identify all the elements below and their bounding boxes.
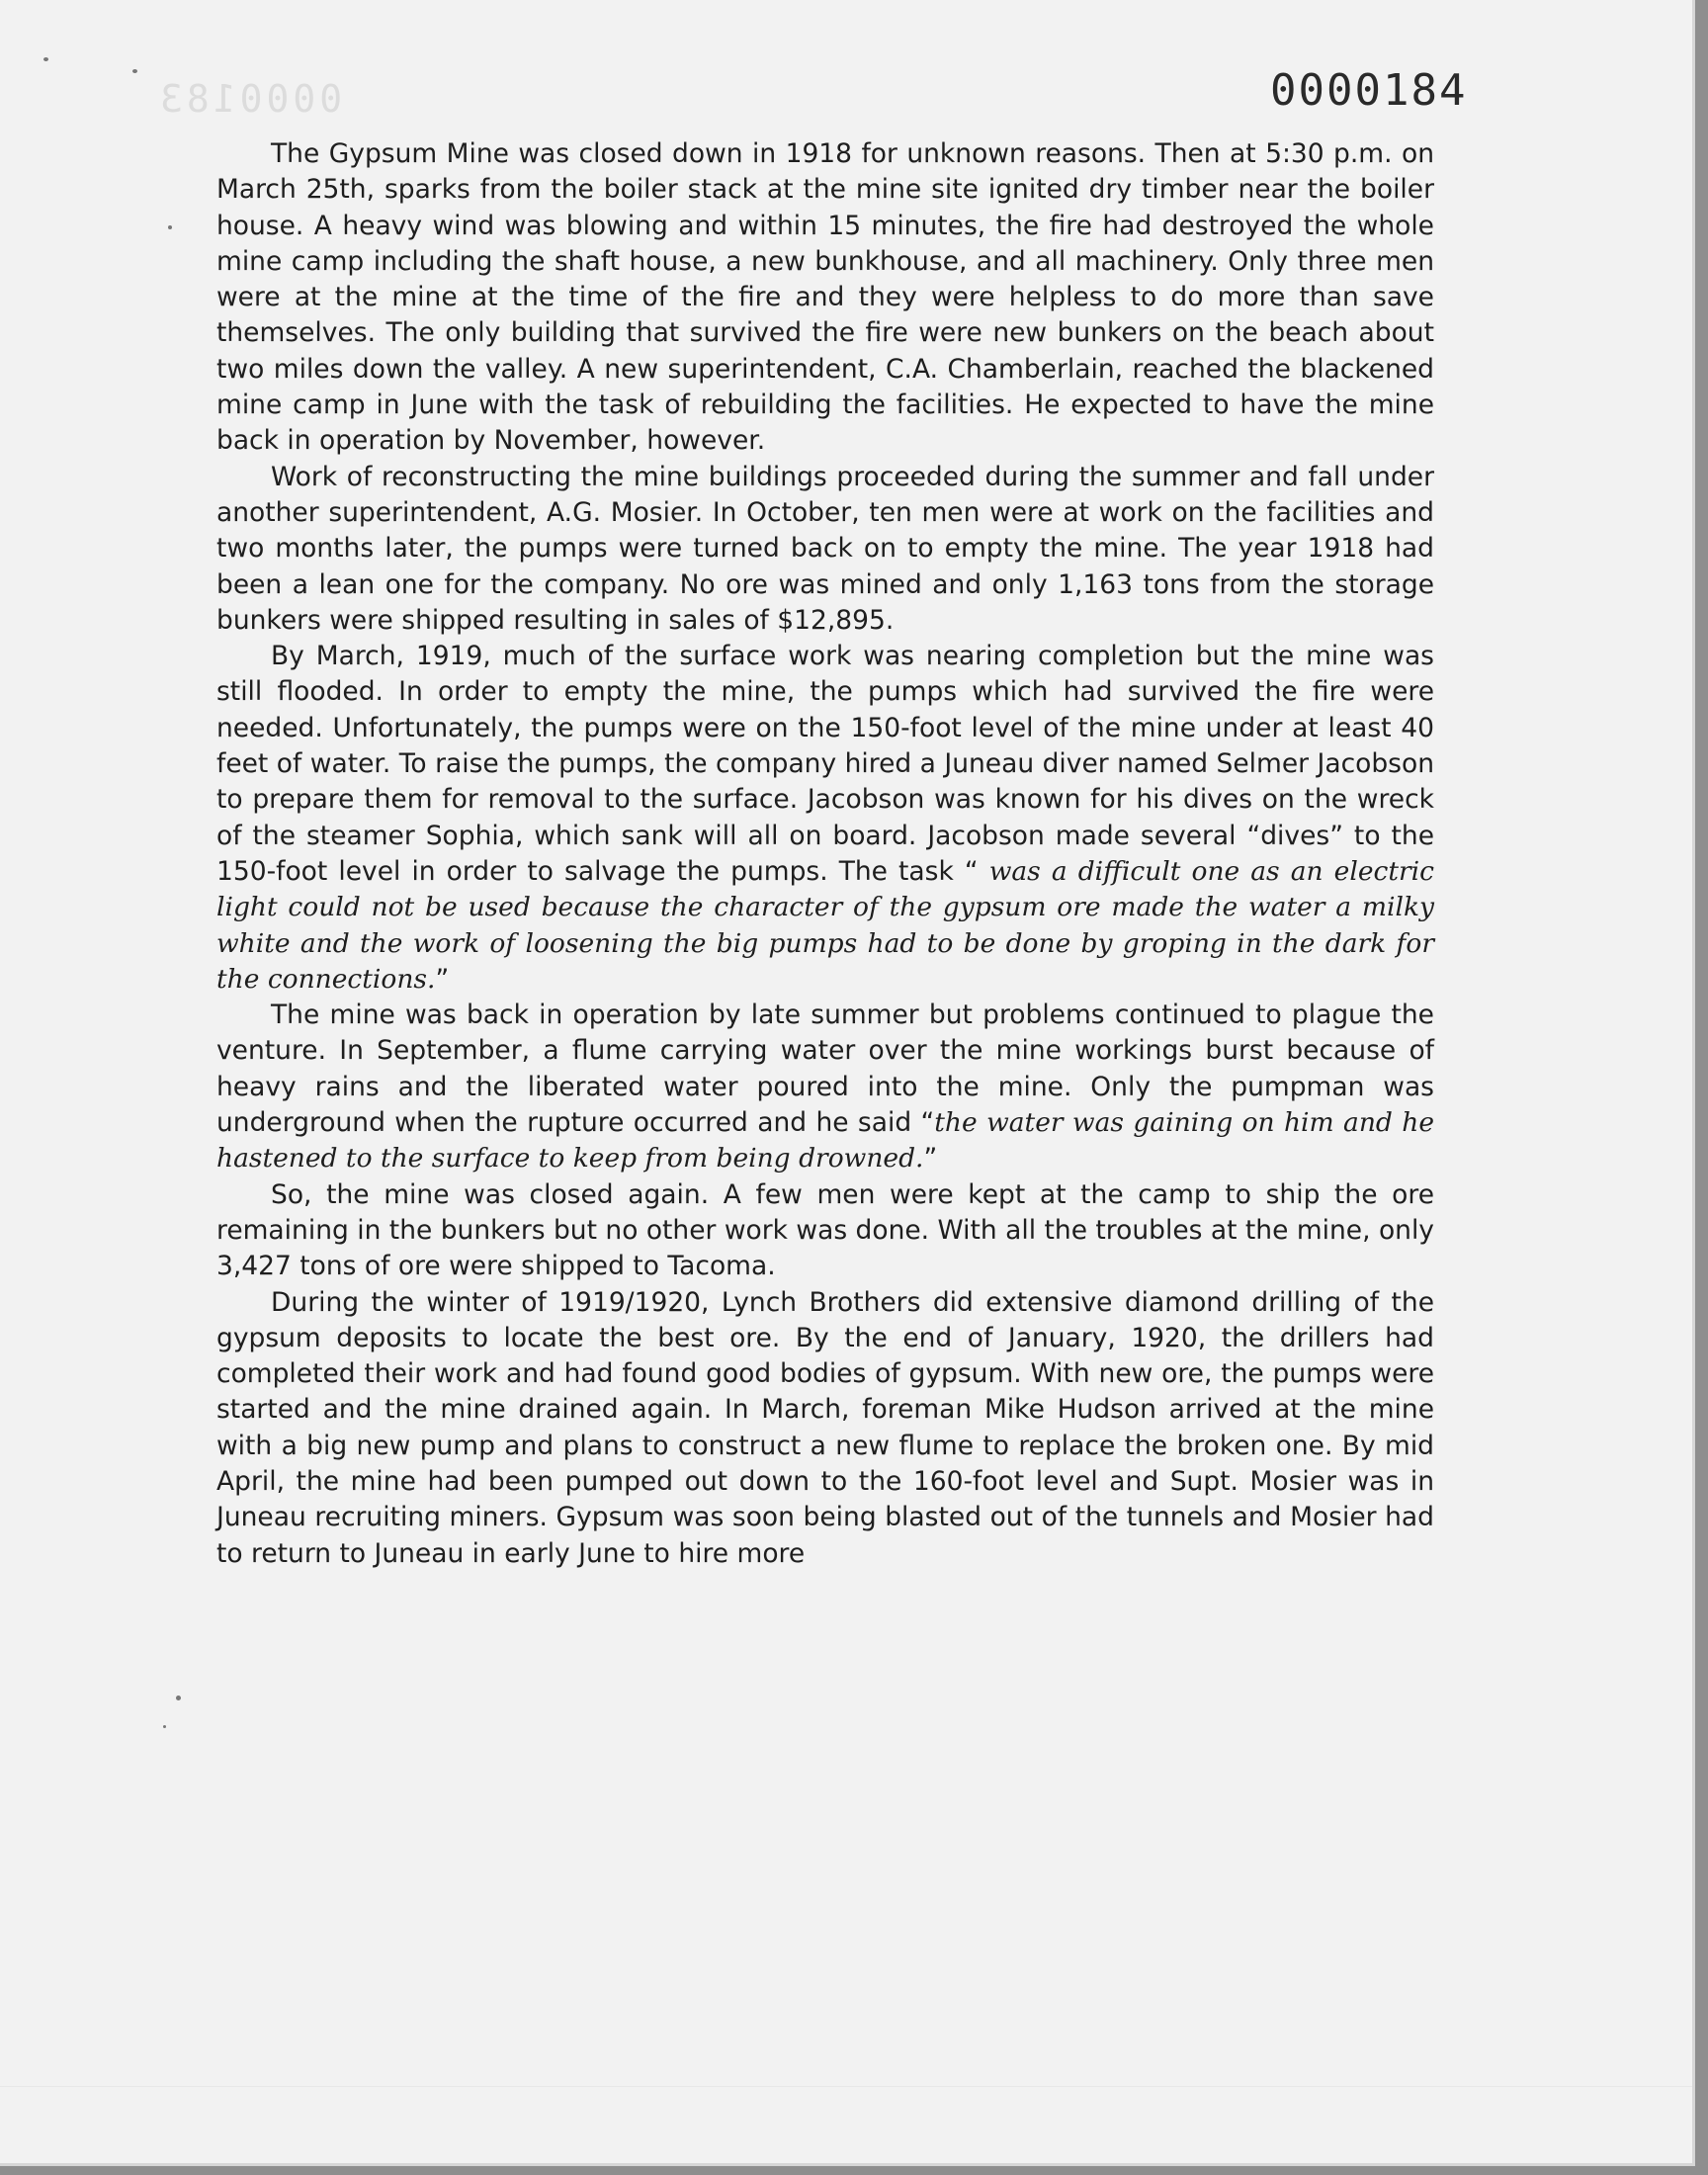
paragraph-text: The Gypsum Mine was closed down in 1918 for unknown reasons. Then at 5:30 p.m. on March 25th, sparks from the boiler stack at the mine site ignited dry timber near the boiler house. A heavy wind was blowing and within 15 minutes, the fire had destroyed the whole mine camp including the shaft house, a new bunkhouse, and all machinery. Only three men were at the mine at the time of the fire and they were helpless to do more than save themselves. The only building that survived the fire were new bunkers on the beach about two miles down the valley. A new superintendent, C.A. Chamberlain, reached the blackened mine camp in June with the task of rebuilding the facilities. He expected to have the mine back in operation by November, however. <box>216 138 1434 457</box>
paragraph-text: So, the mine was closed again. A few men were kept at the camp to ship the ore remaining in the bunkers but no other work was done. With all the troubles at the mine, only 3,427 tons of ore were shipped to Tacoma. <box>216 1178 1434 1282</box>
paragraph-text: ” <box>923 1143 938 1174</box>
scan-artifact-line <box>0 2086 1692 2087</box>
page-number: 0000184 <box>1270 65 1468 116</box>
scan-speck <box>168 225 172 229</box>
scan-speck <box>163 1725 166 1728</box>
paragraph-1 <box>216 136 1434 460</box>
paragraph-3 <box>216 639 1434 998</box>
quoted-text: the water was gaining on him and he hastened to the surface to keep from being drowned. <box>216 1107 1435 1174</box>
paragraph-text: ” <box>435 963 450 995</box>
paragraph-text: Work of reconstructing the mine buildings proceeded during the summer and fall under another superintendent, A.G. Mosier. In October, ten men were at work on the facilities and two months later, the pumps were turned back on to empty the mine. The year 1918 had been a lean one for the company. No ore was mined and only 1,163 tons from the storage bunkers were shipped resulting in sales of $12,895. <box>216 461 1434 636</box>
scan-speck <box>132 69 137 73</box>
paragraph-4 <box>216 998 1434 1176</box>
quoted-text: was a difficult one as an electric light could not be used because the character of the gypsum ore made the water a milky white and the work of loosening the big pumps had to be done by groping in the dark for the connections. <box>216 855 1434 995</box>
paragraph-5 <box>216 1177 1434 1285</box>
paragraph-text: The mine was back in operation by late summer but problems continued to plague the venture. In September, a flume carrying water over the mine workings burst because of heavy rains and the liberated water poured into the mine. Only the pumpman was underground when the rupture occurred and he said “ <box>216 1000 1434 1139</box>
paragraph-text: By March, 1919, much of the surface work was nearing completion but the mine was still flooded. In order to empty the mine, the pumps which had survived the fire were needed. Unfortunately, the pumps were on the 150-foot level of the mine under at least 40 feet of water. To raise the pumps, the company hired a Juneau diver named Selmer Jacobson to prepare them for removal to the surface. Jacobson was known for his dives on the wreck of the steamer Sophia, which sank will all on board. Jacobson made several “dives” to the 150-foot level in order to salvage the pumps. The task “ <box>216 641 1434 887</box>
scan-speck <box>176 1696 181 1700</box>
paragraph-text: During the winter of 1919/1920, Lynch Brothers did extensive diamond drilling of the gypsum deposits to locate the best ore. By the end of January, 1920, the drillers had completed their work and had found good bodies of gypsum. With new ore, the pumps were started and the mine drained again. In March, foreman Mike Hudson arrived at the mine with a big new pump and plans to construct a new flume to replace the broken one. By mid April, the mine had been pumped out down to the 160-foot level and Supt. Mosier was in Juneau recruiting miners. Gypsum was soon being blasted out of the tunnels and Mosier had to return to Juneau in early June to hire more <box>216 1286 1434 1569</box>
paragraph-2 <box>216 460 1434 639</box>
bleed-through-page-number: 0000183 <box>156 77 343 121</box>
scan-speck <box>43 57 48 61</box>
document-body <box>216 136 1434 1572</box>
paragraph-6 <box>216 1285 1434 1572</box>
